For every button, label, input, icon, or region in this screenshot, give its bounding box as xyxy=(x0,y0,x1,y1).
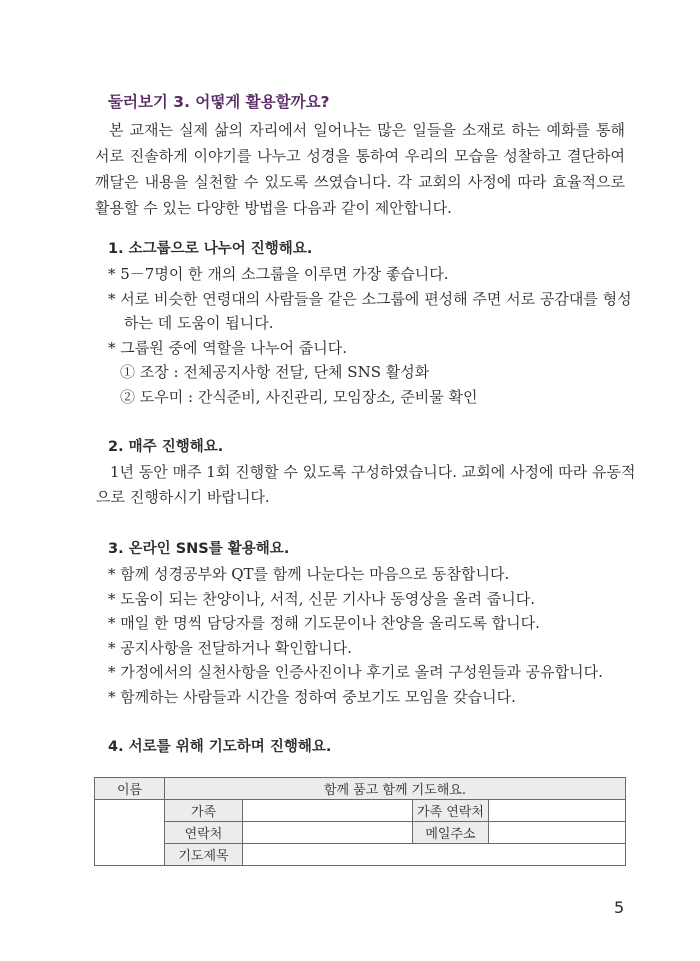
email-label: 메일주소 xyxy=(413,822,489,844)
section1-bullet-list xyxy=(96,262,636,360)
list-item: * 함께 성경공부와 QT를 함께 나눈다는 마음으로 동참합니다. xyxy=(108,565,510,583)
section-weekly xyxy=(96,434,636,510)
list-item: * 함께하는 사람들과 시간을 정하여 중보기도 모임을 갖습니다. xyxy=(108,687,516,706)
section1-heading: 1. 소그룹으로 나누어 진행해요. xyxy=(108,241,313,257)
contact-label: 연락처 xyxy=(165,822,243,844)
family-contact-label: 가족 연락처 xyxy=(413,800,489,822)
contact-field[interactable] xyxy=(243,822,413,844)
prayer-table xyxy=(94,777,626,866)
intro-block xyxy=(95,117,625,221)
section2-heading: 2. 매주 진행해요. xyxy=(108,439,224,455)
family-label: 가족 xyxy=(165,800,243,822)
name-header: 이름 xyxy=(95,778,165,800)
section3-bullet-list xyxy=(96,562,636,709)
list-item: * 가정에서의 실천사항을 인증사진이나 후기로 올려 구성원들과 공유합니다. xyxy=(108,663,603,681)
list-item: * 그룹원 중에 역할을 나누어 줍니다. xyxy=(108,338,347,357)
page-number: 5 xyxy=(614,898,625,917)
intro-paragraph: 본 교재는 실제 삶의 자리에서 일어나는 많은 일들을 소재로 하는 예화를 통해 서로 진솔하게 이야기를 나누고 성경을 통하여 우리의 모습을 성찰하고 결단하여 깨달은 내용을 실천할 수 있도록 쓰였습니다. 각 교회의 사정에 따라 효율적으로 활용할 수 있는 다양한 방법을 다음과 같이 제안합니다. xyxy=(95,121,625,217)
page-title: 둘러보기 3. 어떻게 활용할까요? xyxy=(108,93,330,111)
list-item: * 도움이 되는 찬양이나, 서적, 신문 기사나 동영상을 올려 줍니다. xyxy=(108,589,535,608)
name-cell[interactable] xyxy=(95,800,165,866)
table-title-header: 함께 품고 함께 기도해요. xyxy=(165,778,626,800)
section1-role-list xyxy=(96,360,636,409)
prayer-topic-label: 기도제목 xyxy=(165,844,243,866)
role-item: ② 도우미 : 간식준비, 사진관리, 모임장소, 준비물 확인 xyxy=(120,387,478,406)
section-prayer xyxy=(96,734,636,760)
section-small-groups xyxy=(96,236,636,409)
list-item: * 서로 비슷한 연령대의 사람들을 같은 소그룹에 편성해 주면 서로 공감대를 형성하는 데 도움이 됩니다. xyxy=(108,289,632,332)
family-field[interactable] xyxy=(243,800,413,822)
role-item: ① 조장 : 전체공지사항 전달, 단체 SNS 활성화 xyxy=(120,363,430,381)
section-online-sns xyxy=(96,536,636,709)
section2-paragraph: 1년 동안 매주 1회 진행할 수 있도록 구성하였습니다. 교회에 사정에 따라 유동적으로 진행하시기 바랍니다. xyxy=(96,463,636,506)
section3-heading: 3. 온라인 SNS를 활용해요. xyxy=(108,541,290,557)
list-item: * 매일 한 명씩 담당자를 정해 기도문이나 찬양을 올리도록 합니다. xyxy=(108,614,540,632)
family-contact-field[interactable] xyxy=(489,800,626,822)
section4-heading: 4. 서로를 위해 기도하며 진행해요. xyxy=(108,739,332,755)
list-item: * 공지사항을 전달하거나 확인합니다. xyxy=(108,638,352,657)
list-item: * 5－7명이 한 개의 소그룹을 이루면 가장 좋습니다. xyxy=(108,265,449,283)
email-field[interactable] xyxy=(489,822,626,844)
prayer-topic-field[interactable] xyxy=(243,844,626,866)
